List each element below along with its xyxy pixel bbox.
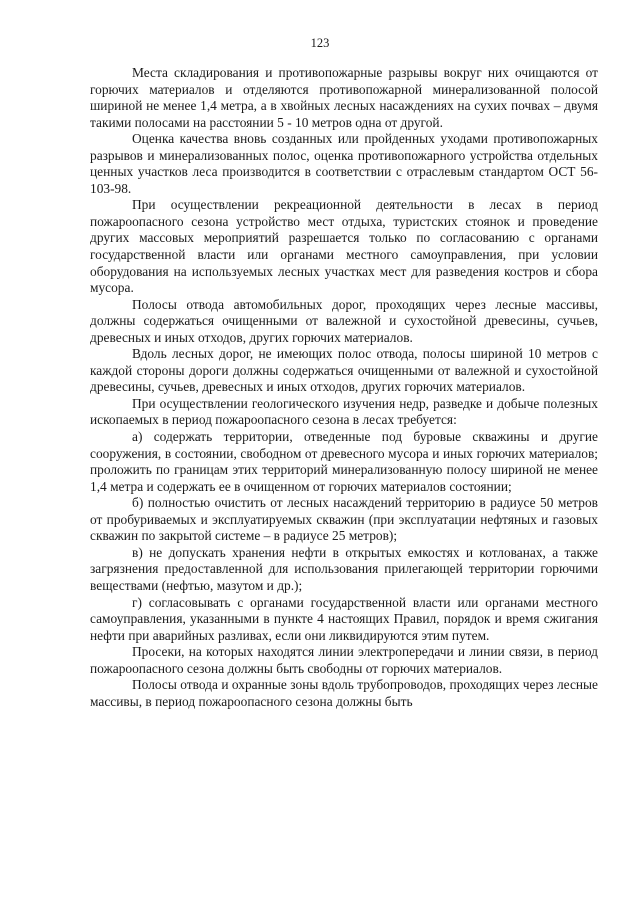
paragraph-power-line-clearings: Просеки, на которых находятся линии электропередачи и линии связи, в период пожароопасного сезона должны быть свободны от горючих материалов. [90,644,598,676]
paragraph-geological-intro: При осуществлении геологического изучения недр, разведке и добыче полезных ископаемых в период пожароопасного сезона в лесах требуется: [90,395,598,428]
list-item-d: г) согласовывать с органами государственной власти или органами местного самоуправления, указанными в пункте 4 настоящих Правил, порядок и время сжигания нефти при аварийных разливах, если они ликвидируются этим путем. [90,594,598,643]
page-number: 123 [310,36,330,50]
list-item-b: б) полностью очистить от лесных насаждений территорию в радиусе 50 метров от пробуриваемых и эксплуатируемых скважин (при эксплуатации нефтяных и газовых скважин по закрытой системе – в радиусе 25 метров); [90,495,598,544]
paragraph-storage-firebreaks: Места складирования и противопожарные разрывы вокруг них очищаются от горючих материалов и отделяются противопожарной минерализованной полосой шириной не менее 1,4 метра, а в хвойных лесных насаждениях на сухих почвах – двумя такими полосами на расстоянии 5 - 10 метров одна от другой. [90,65,598,130]
paragraph-forest-roads: Вдоль лесных дорог, не имеющих полос отвода, полосы шириной 10 метров с каждой стороны дороги должны содержаться очищенными от валежной и сухостойной древесины, сучьев, древесных и иных отходов, других горючих материалов. [90,346,598,395]
paragraph-road-right-of-way: Полосы отвода автомобильных дорог, проходящих через лесные массивы, должны содержаться очищенными от валежной и сухостойной древесины, сучьев, древесных и иных отходов, других горючих материалов. [90,296,598,345]
page-body [90,65,598,710]
paragraph-pipeline-zones: Полосы отвода и охранные зоны вдоль трубопроводов, проходящих через лесные массивы, в период пожароопасного сезона должны быть [90,677,598,709]
list-item-c: в) не допускать хранения нефти в открытых емкостях и котлованах, а также загрязнения предоставленной для использования прилегающей территории горючими веществами (нефтью, мазутом и др.); [90,544,598,593]
paragraph-recreational-activity: При осуществлении рекреационной деятельности в лесах в период пожароопасного сезона устройство мест отдыха, туристских стоянок и проведение других массовых мероприятий разрешается только по согласованию с органами государственной власти или органами местного самоуправления, при условии оборудования на используемых лесных участках мест для разведения костров и сбора мусора. [90,197,598,296]
paragraph-quality-assessment: Оценка качества вновь созданных или пройденных уходами противопожарных разрывов и минерализованных полос, оценка противопожарного устройства отдельных ценных участков леса производится в соответствии с отраслевым стандартом ОСТ 56-103-98. [90,131,598,196]
list-item-a: а) содержать территории, отведенные под буровые скважины и другие сооружения, в состоянии, свободном от древесного мусора и иных горючих материалов; проложить по границам этих территорий минерализованную полосу шириной не менее 1,4 метра и содержать ее в очищенном от горючих материалов состоянии; [90,429,598,494]
